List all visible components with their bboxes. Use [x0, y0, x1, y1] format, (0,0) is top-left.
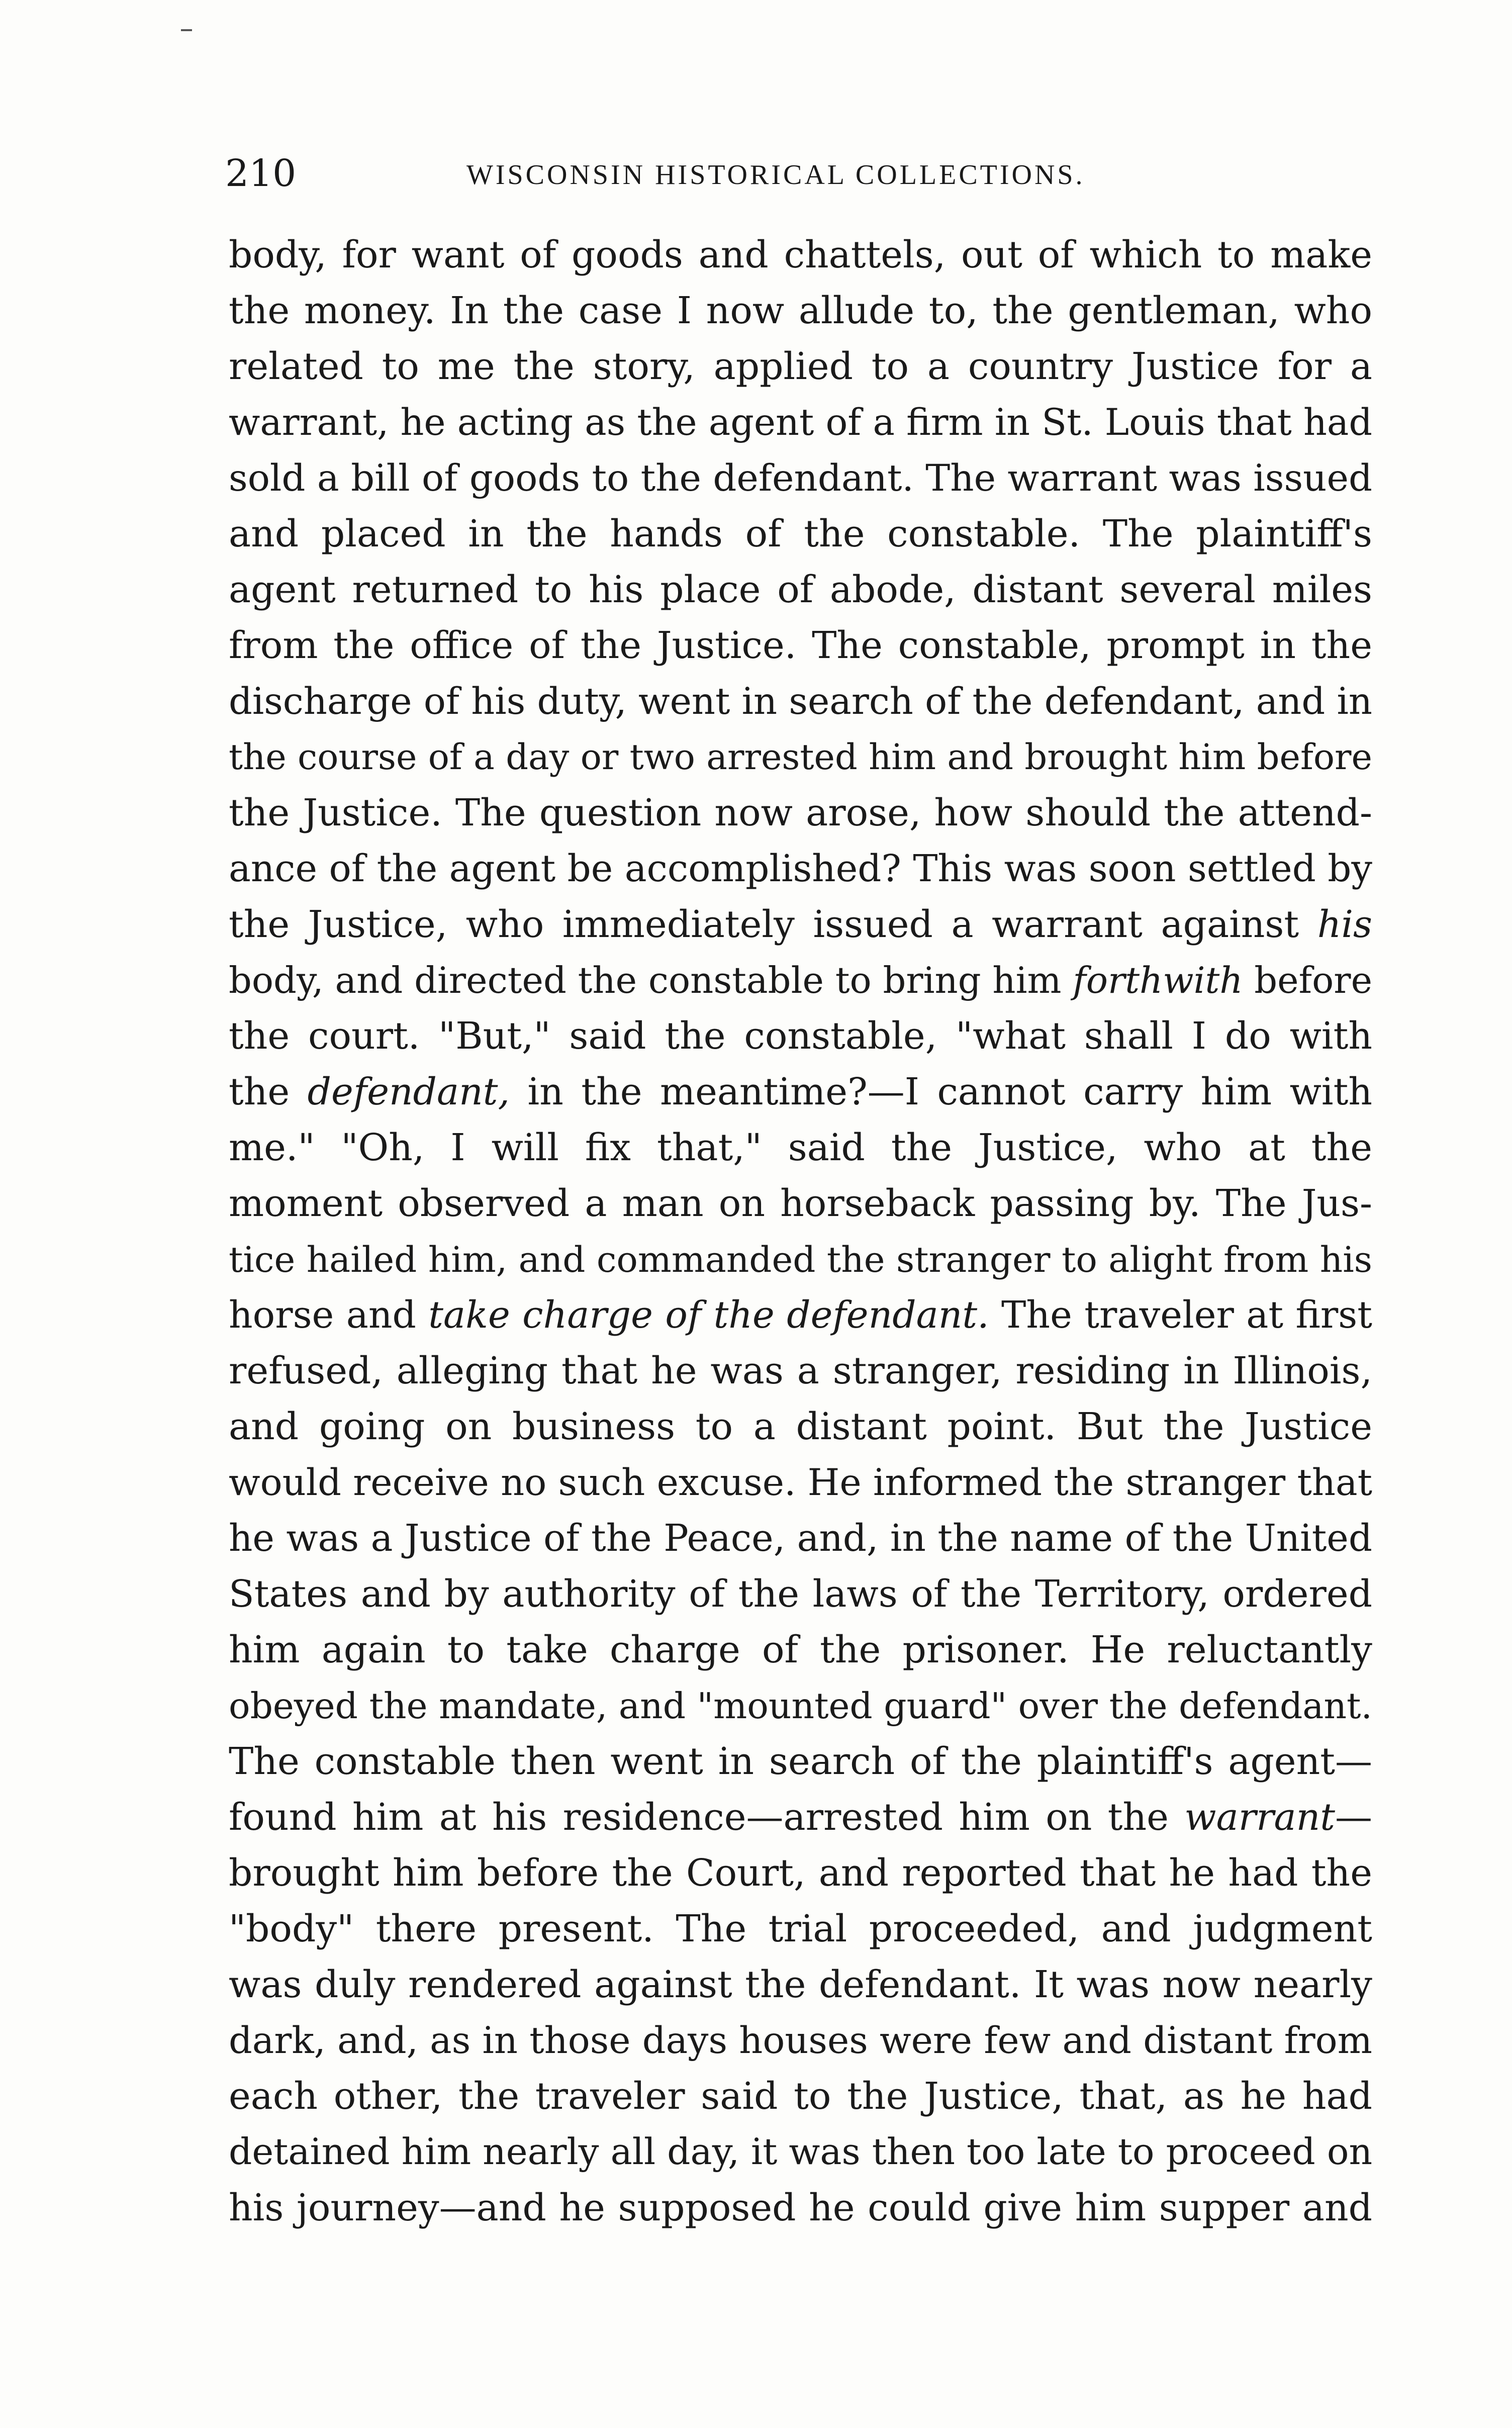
text-line [229, 953, 1372, 1008]
text-run: and going on business to a distant point. But the Justice [229, 1405, 1372, 1448]
text-line [229, 1008, 1372, 1064]
text-line [229, 1287, 1372, 1343]
text-run: States and by authority of the laws of the Territory, ordered [229, 1572, 1372, 1616]
text-run: moment observed a man on horseback passing by. The Jus- [229, 1182, 1372, 1225]
text-run: brought him before the Court, and reported that he had the [229, 1851, 1372, 1895]
text-line [229, 2013, 1372, 2069]
text-line [229, 1678, 1372, 1734]
body-text [229, 227, 1372, 2236]
text-run: the course of a day or two arrested him and brought him before [229, 736, 1372, 778]
text-run: the money. In the case I now allude to, the gentleman, who [229, 289, 1372, 332]
text-line [229, 1176, 1372, 1232]
text-run: was duly rendered against the defendant. It was now nearly [229, 1963, 1372, 2006]
text-line [229, 841, 1372, 897]
text-run: warrant, he acting as the agent of a firm in St. Louis that had [229, 401, 1372, 444]
text-line [229, 1622, 1372, 1678]
text-run: — [1335, 1796, 1372, 1839]
text-line [229, 506, 1372, 562]
text-line [229, 785, 1372, 841]
text-run: horse and [229, 1293, 429, 1337]
text-run: from the office of the Justice. The constable, prompt in the [229, 624, 1372, 667]
text-line [229, 450, 1372, 506]
text-line [229, 1845, 1372, 1901]
italic-text: take charge of the defendant. [428, 1293, 989, 1337]
text-run: found him at his residence—arrested him on the [229, 1796, 1185, 1839]
text-line [229, 1232, 1372, 1287]
text-line [229, 1901, 1372, 1957]
text-run: each other, the traveler said to the Justice, that, as he had [229, 2075, 1372, 2118]
text-run: body, and directed the constable to bring him [229, 959, 1073, 1001]
text-run: discharge of his duty, went in search of the defendant, and in [229, 680, 1373, 723]
text-run: The traveler at first [989, 1293, 1372, 1337]
text-run: detained him nearly all day, it was then too late to proceed on [229, 2131, 1373, 2173]
text-run: in the meantime?—I cannot carry him with [510, 1070, 1372, 1113]
text-line [229, 1399, 1372, 1455]
italic-text: forthwith [1073, 959, 1243, 1001]
text-run: and placed in the hands of the constable. The plaintiff's [229, 512, 1372, 555]
text-line [229, 395, 1372, 450]
text-run: sold a bill of goods to the defendant. The warrant was issued [229, 457, 1372, 500]
text-run: the [229, 1070, 308, 1113]
text-line [229, 729, 1372, 785]
text-line [229, 227, 1372, 283]
running-title: WISCONSIN HISTORICAL COLLECTIONS. [466, 159, 1085, 191]
text-line [229, 1790, 1372, 1845]
text-run: would receive no such excuse. He informed the stranger that [229, 1461, 1372, 1504]
text-run: "body" there present. The trial proceeded, and judgment [229, 1907, 1372, 1950]
text-line [229, 1455, 1372, 1511]
text-line [229, 1566, 1372, 1622]
text-run: related to me the story, applied to a country Justice for a [229, 345, 1372, 388]
text-line [229, 2069, 1372, 2124]
text-run: him again to take charge of the prisoner. He reluctantly [229, 1628, 1372, 1671]
italic-text: his [1317, 903, 1372, 946]
text-run: ance of the agent be accomplished? This was soon settled by [229, 848, 1372, 890]
text-line [229, 1511, 1372, 1566]
text-line [229, 1957, 1372, 2013]
italic-text: defendant, [307, 1070, 510, 1113]
text-run: his journey—and he supposed he could give him supper and [229, 2186, 1372, 2229]
text-line [229, 562, 1372, 618]
text-run: the Justice, who immediately issued a warrant against [229, 903, 1317, 946]
text-run: before [1243, 959, 1372, 1001]
text-run: he was a Justice of the Peace, and, in the name of the United [229, 1517, 1372, 1560]
text-line [229, 897, 1372, 953]
text-run: the court. "But," said the constable, "what shall I do with [229, 1014, 1372, 1058]
text-line [229, 1343, 1372, 1399]
text-run: dark, and, as in those days houses were few and distant from [229, 2019, 1372, 2062]
text-line [229, 1120, 1372, 1176]
text-run: the Justice. The question now arose, how should the attend- [229, 791, 1372, 834]
text-line [229, 1734, 1372, 1790]
text-line [229, 618, 1372, 674]
text-line [229, 2180, 1372, 2236]
text-line [229, 283, 1372, 339]
text-line [229, 1064, 1372, 1120]
italic-text: warrant [1184, 1796, 1335, 1839]
page-number: 210 [225, 152, 297, 195]
text-run: body, for want of goods and chattels, out of which to make [229, 233, 1372, 276]
text-run: The constable then went in search of the plaintiff's agent— [229, 1740, 1372, 1783]
text-line [229, 674, 1372, 729]
text-run: refused, alleging that he was a stranger, residing in Illinois, [229, 1349, 1372, 1392]
text-run: tice hailed him, and commanded the stranger to alight from his [229, 1239, 1372, 1280]
text-run: me." "Oh, I will fix that," said the Justice, who at the [229, 1126, 1372, 1169]
text-line [229, 339, 1372, 395]
text-run: obeyed the mandate, and "mounted guard" over the defendant. [229, 1685, 1372, 1727]
scan-edge-mark [181, 29, 192, 31]
text-run: agent returned to his place of abode, distant several miles [229, 568, 1372, 611]
text-line [229, 2124, 1372, 2180]
running-head [225, 151, 1371, 196]
